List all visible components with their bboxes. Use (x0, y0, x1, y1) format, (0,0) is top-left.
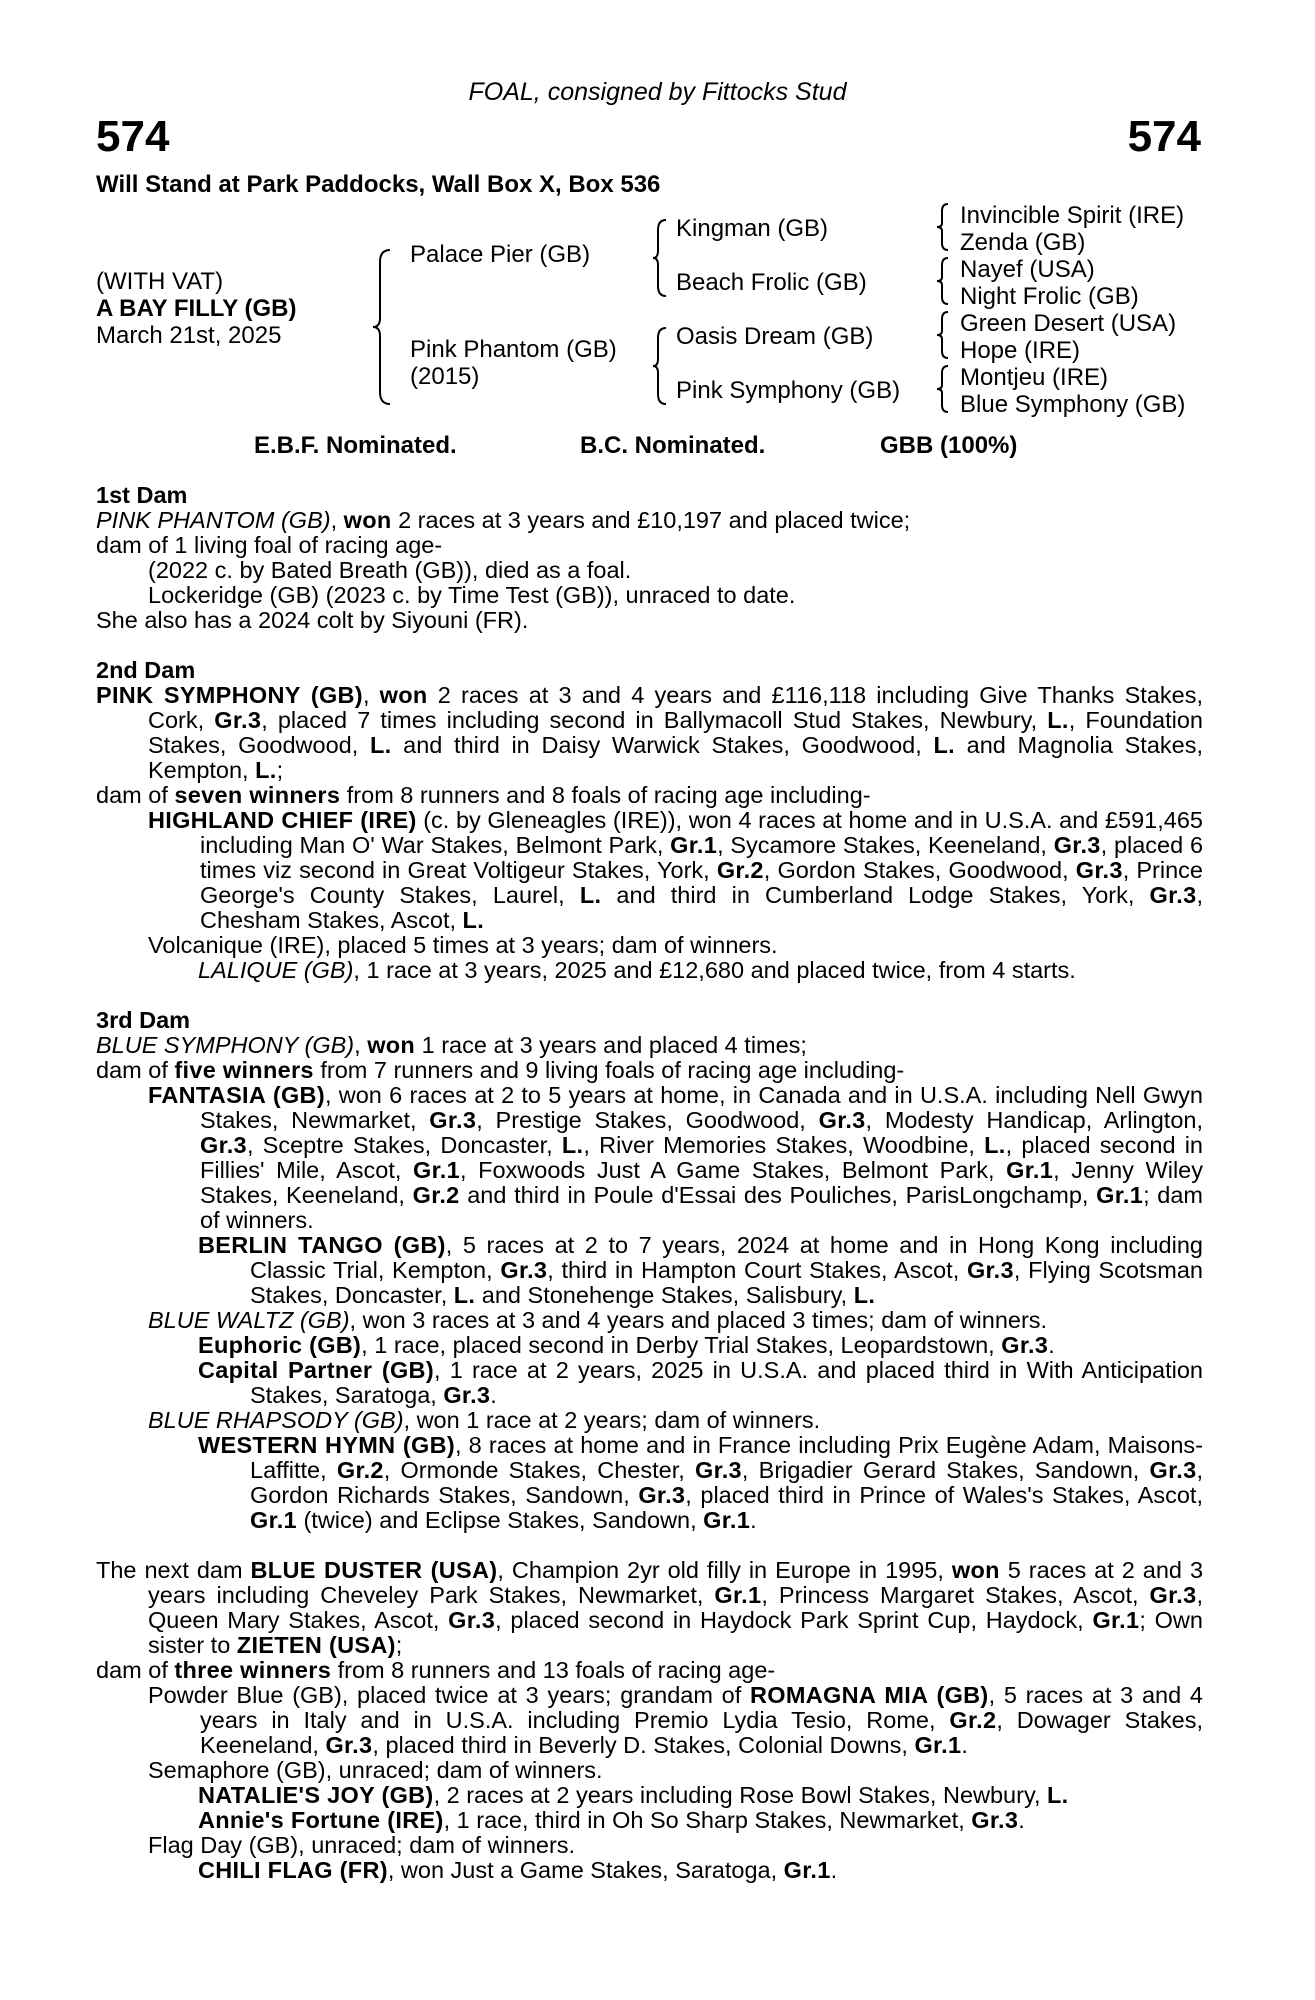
text-run: She also has a 2024 colt by Siyouni (FR). (96, 607, 529, 633)
text-run: . (750, 1507, 757, 1533)
gbb-rating: GBB (100%) (880, 432, 1018, 459)
horse-name: A BAY FILLY (GB) (96, 295, 297, 322)
pedigree-paragraph (96, 533, 1203, 558)
text-run: from 8 runners and 13 foals of racing age- (331, 1657, 776, 1683)
text-run: . (490, 1382, 497, 1408)
text-run: , 1 race, placed second in Derby Trial Stakes, Leopardstown, (361, 1332, 1002, 1358)
pedigree-paragraph (96, 1358, 1203, 1408)
pedigree-paragraph (96, 508, 1203, 533)
bold-text: Gr.2 (336, 1457, 384, 1483)
text-run: , Prince George's County Stakes, Laurel, (200, 857, 1203, 908)
text-run: (twice) and Eclipse Stakes, Sandown, (296, 1507, 704, 1533)
text-run: , Modesty Handicap, Arlington, (865, 1107, 1203, 1133)
text-run: , won Just a Game Stakes, Saratoga, (387, 1857, 784, 1883)
text-run: , Prestige Stakes, Goodwood, (476, 1107, 819, 1133)
bold-text: HIGHLAND CHIEF (IRE) (148, 807, 417, 833)
dam-section (96, 483, 1203, 633)
section-heading: 3rd Dam (96, 1007, 191, 1033)
bold-text: Gr.3 (1149, 1457, 1197, 1483)
bold-text: CHILI FLAG (FR) (198, 1857, 388, 1883)
text-run: , Queen Mary Stakes, Ascot, (148, 1582, 1203, 1633)
text-run: , third in Hampton Court Stakes, Ascot, (547, 1257, 967, 1283)
text-run: , River Memories Stakes, Woodbine, (583, 1132, 985, 1158)
section-heading: 1st Dam (96, 482, 188, 508)
text-run: , (354, 1032, 368, 1058)
dam-dam: Pink Symphony (GB) (676, 377, 901, 404)
gen3-ancestor-3: Nayef (USA) (960, 256, 1095, 283)
bold-text: Euphoric (GB) (198, 1332, 362, 1358)
text-run: , placed 7 times including second in Ballymacoll Stud Stakes, Newbury, (261, 707, 1048, 733)
bold-text: seven winners (174, 782, 341, 808)
ebf-nomination: E.B.F. Nominated. (254, 432, 457, 459)
pedigree-paragraph (96, 933, 1203, 958)
bold-text: PINK SYMPHONY (GB) (96, 682, 363, 708)
bold-text: Gr.2 (716, 857, 764, 883)
text-run: , Foxwoods Just A Game Stakes, Belmont Park, (459, 1157, 1007, 1183)
text-run: , 2 races at 2 years including Rose Bowl Stakes, Newbury, (433, 1782, 1048, 1808)
gen3-ancestor-7: Montjeu (IRE) (960, 364, 1109, 391)
text-run: and Magnolia Stakes, Kempton, (148, 732, 1203, 783)
bold-text: L. (984, 1132, 1006, 1158)
sire-brace (652, 218, 668, 298)
text-run: , Flying Scotsman Stakes, Doncaster, (250, 1257, 1203, 1308)
bold-text: Gr.3 (214, 707, 262, 733)
bold-text: Gr.1 (783, 1857, 831, 1883)
bold-text: Gr.1 (914, 1732, 962, 1758)
bold-text: L. (1047, 707, 1069, 733)
pedigree-paragraph (96, 608, 1203, 633)
text-run: . (1048, 1332, 1055, 1358)
dam: Pink Phantom (GB) (410, 336, 617, 363)
pedigree-paragraph (96, 1033, 1203, 1058)
text-run: 5 races at 2 and 3 years including Cheveley Park Stakes, Newmarket, (148, 1557, 1204, 1608)
bold-text: Gr.3 (638, 1482, 686, 1508)
bold-text: Gr.2 (949, 1707, 997, 1733)
bold-text: Gr.1 (670, 832, 718, 858)
text-run: , (330, 507, 344, 533)
pedigree-paragraph (96, 1433, 1203, 1533)
pedigree-paragraph (96, 1808, 1203, 1833)
text-run: from 8 runners and 8 foals of racing age including- (340, 782, 871, 808)
dam-brace (652, 326, 668, 406)
bold-text: won (379, 682, 428, 708)
gen3-brace-4 (936, 364, 950, 414)
bold-text: Gr.1 (714, 1582, 762, 1608)
text-run: , Princess Margaret Stakes, Ascot, (761, 1582, 1150, 1608)
text-run: , Chesham Stakes, Ascot, (200, 882, 1203, 933)
sire-dam: Beach Frolic (GB) (676, 269, 867, 296)
bold-text: BERLIN TANGO (GB) (198, 1232, 446, 1258)
italic-text: BLUE RHAPSODY (GB) (148, 1407, 404, 1433)
pedigree-paragraph (96, 1333, 1203, 1358)
bold-text: NATALIE'S JOY (GB) (198, 1782, 434, 1808)
bold-text: Gr.1 (703, 1507, 751, 1533)
pedigree-brace (372, 248, 392, 406)
sire-sire: Kingman (GB) (676, 215, 829, 242)
text-run: 2 races at 3 and 4 years and £116,118 including Give Thanks Stakes, Cork, (148, 682, 1203, 733)
gen3-ancestor-2: Zenda (GB) (960, 229, 1086, 256)
text-run: , placed second in Fillies' Mile, Ascot, (200, 1132, 1204, 1183)
gen3-ancestor-5: Green Desert (USA) (960, 310, 1177, 337)
text-run: , Brigadier Gerard Stakes, Sandown, (741, 1457, 1150, 1483)
text-run: 1 race at 3 years and placed 4 times; (415, 1032, 807, 1058)
pedigree-paragraph (96, 583, 1203, 608)
text-run: , 1 race at 2 years, 2025 in U.S.A. and placed third in With Anticipation Stakes, Saratoga, (250, 1357, 1203, 1408)
gen3-ancestor-1: Invincible Spirit (IRE) (960, 202, 1185, 229)
pedigree-paragraph (96, 1858, 1203, 1883)
text-run: (2022 c. by Bated Breath (GB)), died as a foal. (148, 557, 632, 583)
text-run: , placed second in Haydock Park Sprint Cup, Haydock, (495, 1607, 1093, 1633)
text-run: Lockeridge (GB) (2023 c. by Time Test (GB)), unraced to date. (148, 582, 796, 608)
text-run: , Ormonde Stakes, Chester, (383, 1457, 695, 1483)
gen3-brace-2 (936, 256, 950, 306)
bold-text: L. (462, 907, 485, 933)
text-run: , 8 races at home and in France including Prix Eugène Adam, Maisons-Laffitte, (250, 1432, 1203, 1483)
pedigree-paragraph (96, 1083, 1203, 1233)
bold-text: Gr.3 (1053, 832, 1101, 858)
gen3-brace-1 (936, 202, 950, 252)
text-run: dam of (96, 1657, 175, 1683)
text-run: dam of (96, 782, 175, 808)
text-run: ; (395, 1632, 403, 1658)
dam-section (96, 1558, 1203, 1883)
section-gap (96, 1533, 1203, 1558)
text-run: dam of (96, 1057, 175, 1083)
bold-text: won (951, 1557, 1000, 1583)
bold-text: Gr.2 (412, 1182, 460, 1208)
pedigree-paragraph (96, 1658, 1203, 1683)
text-run: Powder Blue (GB), placed twice at 3 years; grandam of (148, 1682, 751, 1708)
italic-text: LALIQUE (GB) (198, 957, 354, 983)
text-run: Semaphore (GB), unraced; dam of winners. (148, 1757, 603, 1783)
bold-text: three winners (174, 1657, 332, 1683)
pedigree-paragraph (96, 1058, 1203, 1083)
stand-location: Will Stand at Park Paddocks, Wall Box X, Box 536 (96, 171, 661, 198)
text-run: ; dam of winners. (200, 1182, 1203, 1233)
bold-text: L. (369, 732, 392, 758)
text-run: , Foundation Stakes, Goodwood, (148, 707, 1203, 758)
bold-text: five winners (174, 1057, 314, 1083)
bc-nomination: B.C. Nominated. (580, 432, 766, 459)
text-run: . (1018, 1807, 1025, 1833)
text-run: , Champion 2yr old filly in Europe in 1995, (497, 1557, 952, 1583)
text-run: , Gordon Stakes, Goodwood, (763, 857, 1076, 883)
bold-text: Gr.1 (1096, 1182, 1144, 1208)
text-run: , 5 races at 2 to 7 years, 2024 at home and in Hong Kong including Classic Trial, Kempton, (250, 1232, 1203, 1283)
bold-text: Gr.3 (966, 1257, 1014, 1283)
text-run: and third in Daisy Warwick Stakes, Goodwood, (391, 732, 934, 758)
pedigree-paragraph (96, 1408, 1203, 1433)
pedigree-paragraph (96, 1833, 1203, 1858)
bold-text: ROMAGNA MIA (GB) (750, 1682, 989, 1708)
pedigree-paragraph (96, 808, 1203, 933)
gen3-ancestor-6: Hope (IRE) (960, 337, 1081, 364)
pedigree-paragraph (96, 1233, 1203, 1308)
text-run: 2 races at 3 years and £10,197 and placed twice; (391, 507, 911, 533)
pedigree-paragraph (96, 1683, 1203, 1758)
text-run: , Jenny Wiley Stakes, Keeneland, (200, 1157, 1203, 1208)
lot-number-left: 574 (96, 112, 170, 161)
bold-text: Gr.3 (325, 1732, 373, 1758)
text-run: , Dowager Stakes, Keeneland, (200, 1707, 1203, 1758)
text-run: , won 1 race at 2 years; dam of winners. (403, 1407, 821, 1433)
foaling-date: March 21st, 2025 (96, 322, 282, 349)
bold-text: Gr.3 (971, 1807, 1019, 1833)
bold-text: won (343, 507, 392, 533)
text-run: , 1 race, third in Oh So Sharp Stakes, Newmarket, (443, 1807, 972, 1833)
text-run: , Sycamore Stakes, Keeneland, (717, 832, 1054, 858)
bold-text: Gr.1 (250, 1507, 297, 1533)
pedigree-paragraph (96, 1558, 1203, 1658)
bold-text: L. (933, 732, 955, 758)
text-run: , 5 races at 3 and 4 years in Italy and in U.S.A. including Premio Lydia Tesio, Rome, (200, 1682, 1203, 1733)
bold-text: Gr.3 (500, 1257, 548, 1283)
vat-note: (WITH VAT) (96, 268, 224, 295)
section-heading: 2nd Dam (96, 657, 196, 683)
text-run: dam of 1 living foal of racing age- (96, 532, 443, 558)
bold-text: Gr.3 (1075, 857, 1123, 883)
text-run: , 1 race at 3 years, 2025 and £12,680 and placed twice, from 4 starts. (353, 957, 1076, 983)
gen3-ancestor-4: Night Frolic (GB) (960, 283, 1139, 310)
bold-text: Gr.3 (448, 1607, 496, 1633)
text-run: , won 6 races at 2 to 5 years at home, in Canada and in U.S.A. including Nell Gwyn Stakes, Newmarket, (200, 1082, 1203, 1133)
bold-text: Gr.3 (1149, 882, 1197, 908)
text-run: and third in Poule d'Essai des Pouliches, ParisLongchamp, (459, 1182, 1097, 1208)
bold-text: won (367, 1032, 416, 1058)
bold-text: L. (579, 882, 602, 908)
text-run: . (830, 1857, 838, 1883)
bold-text: Gr.3 (694, 1457, 742, 1483)
pedigree-paragraph (96, 683, 1203, 783)
text-run: , Sceptre Stakes, Doncaster, (246, 1132, 562, 1158)
text-run: from 7 runners and 9 living foals of racing age including- (313, 1057, 905, 1083)
bold-text: Gr.1 (413, 1157, 460, 1183)
pedigree-paragraph (96, 783, 1203, 808)
dam-section (96, 658, 1203, 983)
bold-text: Capital Partner (GB) (198, 1357, 434, 1383)
text-run: . (961, 1732, 968, 1758)
bold-text: Gr.3 (818, 1107, 866, 1133)
section-gap (96, 633, 1203, 658)
italic-text: BLUE SYMPHONY (GB) (96, 1032, 355, 1058)
gen3-ancestor-8: Blue Symphony (GB) (960, 391, 1186, 418)
section-gap (96, 983, 1203, 1008)
bold-text: Gr.3 (1001, 1332, 1049, 1358)
text-run: , placed third in Prince of Wales's Stakes, Ascot, (685, 1482, 1203, 1508)
bold-text: Annie's Fortune (IRE) (198, 1807, 444, 1833)
text-run: The next dam (96, 1557, 251, 1583)
italic-text: BLUE WALTZ (GB) (148, 1307, 350, 1333)
bold-text: BLUE DUSTER (USA) (250, 1557, 498, 1583)
italic-text: PINK PHANTOM (GB) (96, 507, 331, 533)
bold-text: Gr.1 (1092, 1607, 1140, 1633)
pedigree-paragraph (96, 958, 1203, 983)
bold-text: Gr.3 (429, 1107, 477, 1133)
bold-text: L. (255, 757, 277, 783)
text-run: , won 3 races at 3 and 4 years and placed 3 times; dam of winners. (349, 1307, 1048, 1333)
bold-text: WESTERN HYMN (GB) (198, 1432, 455, 1458)
bold-text: FANTASIA (GB) (148, 1082, 325, 1108)
sire: Palace Pier (GB) (410, 241, 591, 268)
bold-text: Gr.3 (443, 1382, 491, 1408)
text-run: Flag Day (GB), unraced; dam of winners. (148, 1832, 576, 1858)
gen3-brace-3 (936, 310, 950, 360)
pedigree-paragraph (96, 558, 1203, 583)
text-run: Volcanique (IRE), placed 5 times at 3 years; dam of winners. (148, 932, 778, 958)
pedigree-paragraph (96, 1783, 1203, 1808)
bold-text: Gr.3 (200, 1132, 247, 1158)
dam-sire: Oasis Dream (GB) (676, 323, 874, 350)
text-run: ; (276, 757, 284, 783)
text-run: , placed 6 times viz second in Great Voltigeur Stakes, York, (200, 832, 1204, 883)
text-run: , Gordon Richards Stakes, Sandown, (250, 1457, 1203, 1508)
dam-section (96, 1008, 1203, 1533)
bold-text: L. (561, 1132, 584, 1158)
catalogue-body (96, 483, 1203, 1883)
bold-text: Gr.3 (1149, 1582, 1197, 1608)
text-run: (c. by Gleneagles (IRE)), won 4 races at home and in U.S.A. and £591,465 including Man O' War Stakes, Belmont Park, (200, 807, 1203, 858)
text-run: ; Own sister to (148, 1607, 1203, 1658)
text-run: and third in Cumberland Lodge Stakes, York, (601, 882, 1150, 908)
text-run: and Stonehenge Stakes, Salisbury, (475, 1282, 854, 1308)
pedigree-paragraph (96, 1758, 1203, 1783)
text-run: , placed third in Beverly D. Stakes, Colonial Downs, (372, 1732, 915, 1758)
text-run: , (362, 682, 380, 708)
lot-number-right: 574 (1127, 112, 1201, 161)
bold-text: L. (453, 1282, 476, 1308)
bold-text: L. (1047, 1782, 1069, 1808)
bold-text: ZIETEN (USA) (236, 1632, 396, 1658)
pedigree-paragraph (96, 1308, 1203, 1333)
bold-text: Gr.1 (1006, 1157, 1054, 1183)
consignor-line: FOAL, consigned by Fittocks Stud (468, 78, 847, 106)
bold-text: L. (853, 1282, 876, 1308)
dam-year: (2015) (410, 363, 480, 390)
